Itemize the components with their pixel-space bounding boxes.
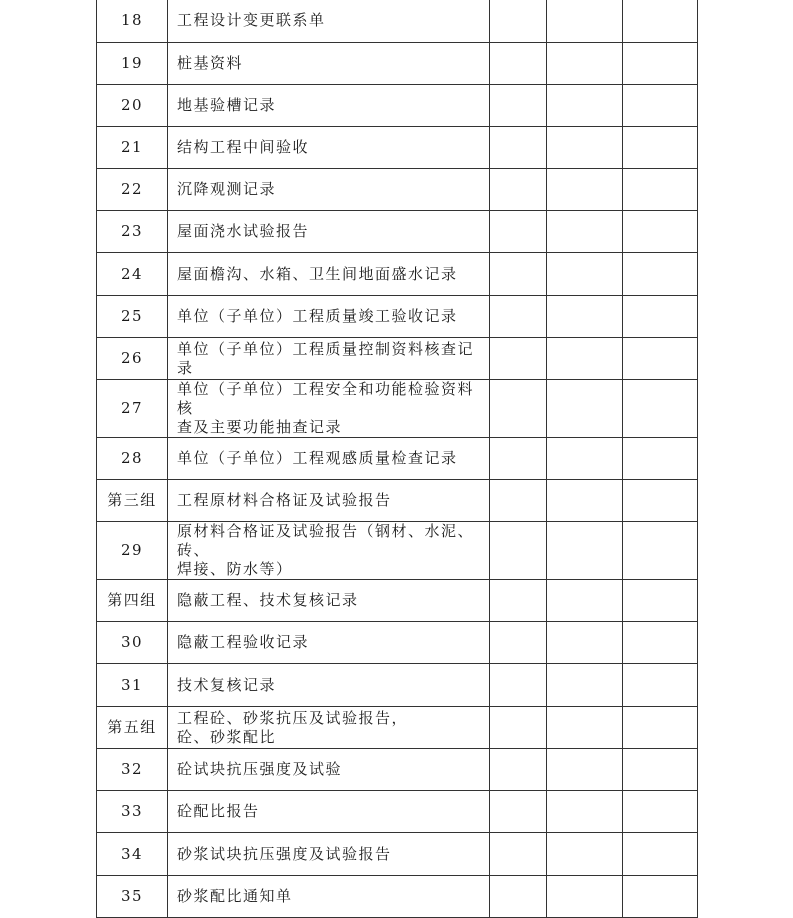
blank-cell-1 bbox=[490, 480, 547, 522]
item-name-cell: 屋面浇水试验报告 bbox=[168, 211, 490, 253]
blank-cell-2 bbox=[547, 380, 623, 438]
blank-cell-1 bbox=[490, 0, 547, 43]
item-name-cell bbox=[168, 522, 490, 580]
blank-cell-3 bbox=[623, 296, 698, 338]
item-name-cell: 砂浆试块抗压强度及试验报告 bbox=[168, 833, 490, 876]
item-name-cell: 沉降观测记录 bbox=[168, 169, 490, 211]
row-number-cell: 35 bbox=[97, 876, 168, 918]
blank-cell-2 bbox=[547, 438, 623, 480]
blank-cell-1 bbox=[490, 211, 547, 253]
blank-cell-3 bbox=[623, 438, 698, 480]
row-number-cell: 34 bbox=[97, 833, 168, 876]
blank-cell-3 bbox=[623, 169, 698, 211]
table-row bbox=[97, 0, 698, 43]
item-name-cell: 单位（子单位）工程质量竣工验收记录 bbox=[168, 296, 490, 338]
table-row bbox=[97, 664, 698, 707]
blank-cell-2 bbox=[547, 833, 623, 876]
row-number-cell: 21 bbox=[97, 127, 168, 169]
table-row bbox=[97, 438, 698, 480]
blank-cell-1 bbox=[490, 438, 547, 480]
row-number-cell: 第五组 bbox=[97, 707, 168, 749]
blank-cell-2 bbox=[547, 338, 623, 380]
item-name-cell: 工程原材料合格证及试验报告 bbox=[168, 480, 490, 522]
table-row bbox=[97, 127, 698, 169]
row-number-cell: 20 bbox=[97, 85, 168, 127]
item-name-cell: 砼配比报告 bbox=[168, 791, 490, 833]
archive-checklist-table bbox=[96, 0, 698, 918]
blank-cell-3 bbox=[623, 664, 698, 707]
blank-cell-3 bbox=[623, 480, 698, 522]
blank-cell-2 bbox=[547, 296, 623, 338]
blank-cell-3 bbox=[623, 622, 698, 664]
table-row bbox=[97, 480, 698, 522]
item-name-cell: 砂浆配比通知单 bbox=[168, 876, 490, 918]
row-number-cell: 30 bbox=[97, 622, 168, 664]
blank-cell-1 bbox=[490, 876, 547, 918]
item-name-line: 砼、砂浆配比 bbox=[177, 727, 277, 746]
row-number-cell: 31 bbox=[97, 664, 168, 707]
table-row bbox=[97, 707, 698, 749]
blank-cell-2 bbox=[547, 0, 623, 43]
blank-cell-2 bbox=[547, 791, 623, 833]
item-name-cell: 隐蔽工程验收记录 bbox=[168, 622, 490, 664]
blank-cell-1 bbox=[490, 380, 547, 438]
item-name-cell: 单位（子单位）工程质量控制资料核查记录 bbox=[168, 338, 490, 380]
table-row bbox=[97, 622, 698, 664]
row-number-cell: 第三组 bbox=[97, 480, 168, 522]
blank-cell-2 bbox=[547, 664, 623, 707]
blank-cell-1 bbox=[490, 622, 547, 664]
table-row bbox=[97, 296, 698, 338]
blank-cell-1 bbox=[490, 791, 547, 833]
blank-cell-1 bbox=[490, 43, 547, 85]
blank-cell-2 bbox=[547, 43, 623, 85]
blank-cell-3 bbox=[623, 380, 698, 438]
row-number-cell: 27 bbox=[97, 380, 168, 438]
blank-cell-1 bbox=[490, 85, 547, 127]
blank-cell-2 bbox=[547, 253, 623, 296]
table-row bbox=[97, 169, 698, 211]
row-number-cell: 33 bbox=[97, 791, 168, 833]
blank-cell-1 bbox=[490, 296, 547, 338]
row-number-cell: 25 bbox=[97, 296, 168, 338]
table-row bbox=[97, 211, 698, 253]
item-name-cell: 屋面檐沟、水箱、卫生间地面盛水记录 bbox=[168, 253, 490, 296]
row-number-cell: 第四组 bbox=[97, 580, 168, 622]
blank-cell-1 bbox=[490, 338, 547, 380]
table-row bbox=[97, 791, 698, 833]
blank-cell-2 bbox=[547, 580, 623, 622]
row-number-cell: 23 bbox=[97, 211, 168, 253]
blank-cell-1 bbox=[490, 580, 547, 622]
item-name-cell bbox=[168, 707, 490, 749]
blank-cell-2 bbox=[547, 622, 623, 664]
row-number-cell: 19 bbox=[97, 43, 168, 85]
blank-cell-1 bbox=[490, 169, 547, 211]
blank-cell-1 bbox=[490, 253, 547, 296]
item-name-line: 原材料合格证及试验报告（钢材、水泥、砖、 bbox=[177, 522, 475, 559]
item-name-cell bbox=[168, 380, 490, 438]
blank-cell-2 bbox=[547, 522, 623, 580]
blank-cell-3 bbox=[623, 253, 698, 296]
blank-cell-2 bbox=[547, 480, 623, 522]
blank-cell-2 bbox=[547, 211, 623, 253]
row-number-cell: 29 bbox=[97, 522, 168, 580]
blank-cell-3 bbox=[623, 43, 698, 85]
blank-cell-3 bbox=[623, 707, 698, 749]
blank-cell-2 bbox=[547, 707, 623, 749]
blank-cell-3 bbox=[623, 749, 698, 791]
table-row bbox=[97, 253, 698, 296]
blank-cell-2 bbox=[547, 169, 623, 211]
table-row bbox=[97, 749, 698, 791]
table-row bbox=[97, 833, 698, 876]
blank-cell-2 bbox=[547, 127, 623, 169]
row-number-cell: 24 bbox=[97, 253, 168, 296]
item-name-cell: 工程设计变更联系单 bbox=[168, 0, 490, 43]
blank-cell-3 bbox=[623, 0, 698, 43]
blank-cell-1 bbox=[490, 522, 547, 580]
blank-cell-1 bbox=[490, 707, 547, 749]
item-name-line: 单位（子单位）工程安全和功能检验资料核 bbox=[177, 380, 475, 417]
row-number-cell: 18 bbox=[97, 0, 168, 43]
table-row bbox=[97, 876, 698, 918]
table-row bbox=[97, 338, 698, 380]
blank-cell-3 bbox=[623, 85, 698, 127]
blank-cell-1 bbox=[490, 127, 547, 169]
blank-cell-2 bbox=[547, 749, 623, 791]
blank-cell-1 bbox=[490, 664, 547, 707]
item-name-cell: 地基验槽记录 bbox=[168, 85, 490, 127]
row-number-cell: 28 bbox=[97, 438, 168, 480]
blank-cell-2 bbox=[547, 85, 623, 127]
table-row bbox=[97, 43, 698, 85]
item-name-line: 工程砼、砂浆抗压及试验报告， bbox=[177, 708, 409, 727]
row-number-cell: 22 bbox=[97, 169, 168, 211]
item-name-cell: 单位（子单位）工程观感质量检查记录 bbox=[168, 438, 490, 480]
blank-cell-3 bbox=[623, 791, 698, 833]
item-name-line: 焊接、防水等） bbox=[177, 560, 293, 578]
item-name-cell: 桩基资料 bbox=[168, 43, 490, 85]
item-name-cell: 砼试块抗压强度及试验 bbox=[168, 749, 490, 791]
blank-cell-1 bbox=[490, 833, 547, 876]
table-body bbox=[97, 0, 698, 918]
item-name-cell: 结构工程中间验收 bbox=[168, 127, 490, 169]
item-name-cell: 技术复核记录 bbox=[168, 664, 490, 707]
row-number-cell: 26 bbox=[97, 338, 168, 380]
blank-cell-3 bbox=[623, 127, 698, 169]
blank-cell-2 bbox=[547, 876, 623, 918]
blank-cell-3 bbox=[623, 833, 698, 876]
table-row bbox=[97, 522, 698, 580]
table-row bbox=[97, 580, 698, 622]
blank-cell-3 bbox=[623, 580, 698, 622]
blank-cell-1 bbox=[490, 749, 547, 791]
blank-cell-3 bbox=[623, 211, 698, 253]
blank-cell-3 bbox=[623, 338, 698, 380]
blank-cell-3 bbox=[623, 522, 698, 580]
row-number-cell: 32 bbox=[97, 749, 168, 791]
table-row bbox=[97, 380, 698, 438]
item-name-line: 查及主要功能抽查记录 bbox=[177, 418, 343, 436]
table-row bbox=[97, 85, 698, 127]
blank-cell-3 bbox=[623, 876, 698, 918]
item-name-cell: 隐蔽工程、技术复核记录 bbox=[168, 580, 490, 622]
